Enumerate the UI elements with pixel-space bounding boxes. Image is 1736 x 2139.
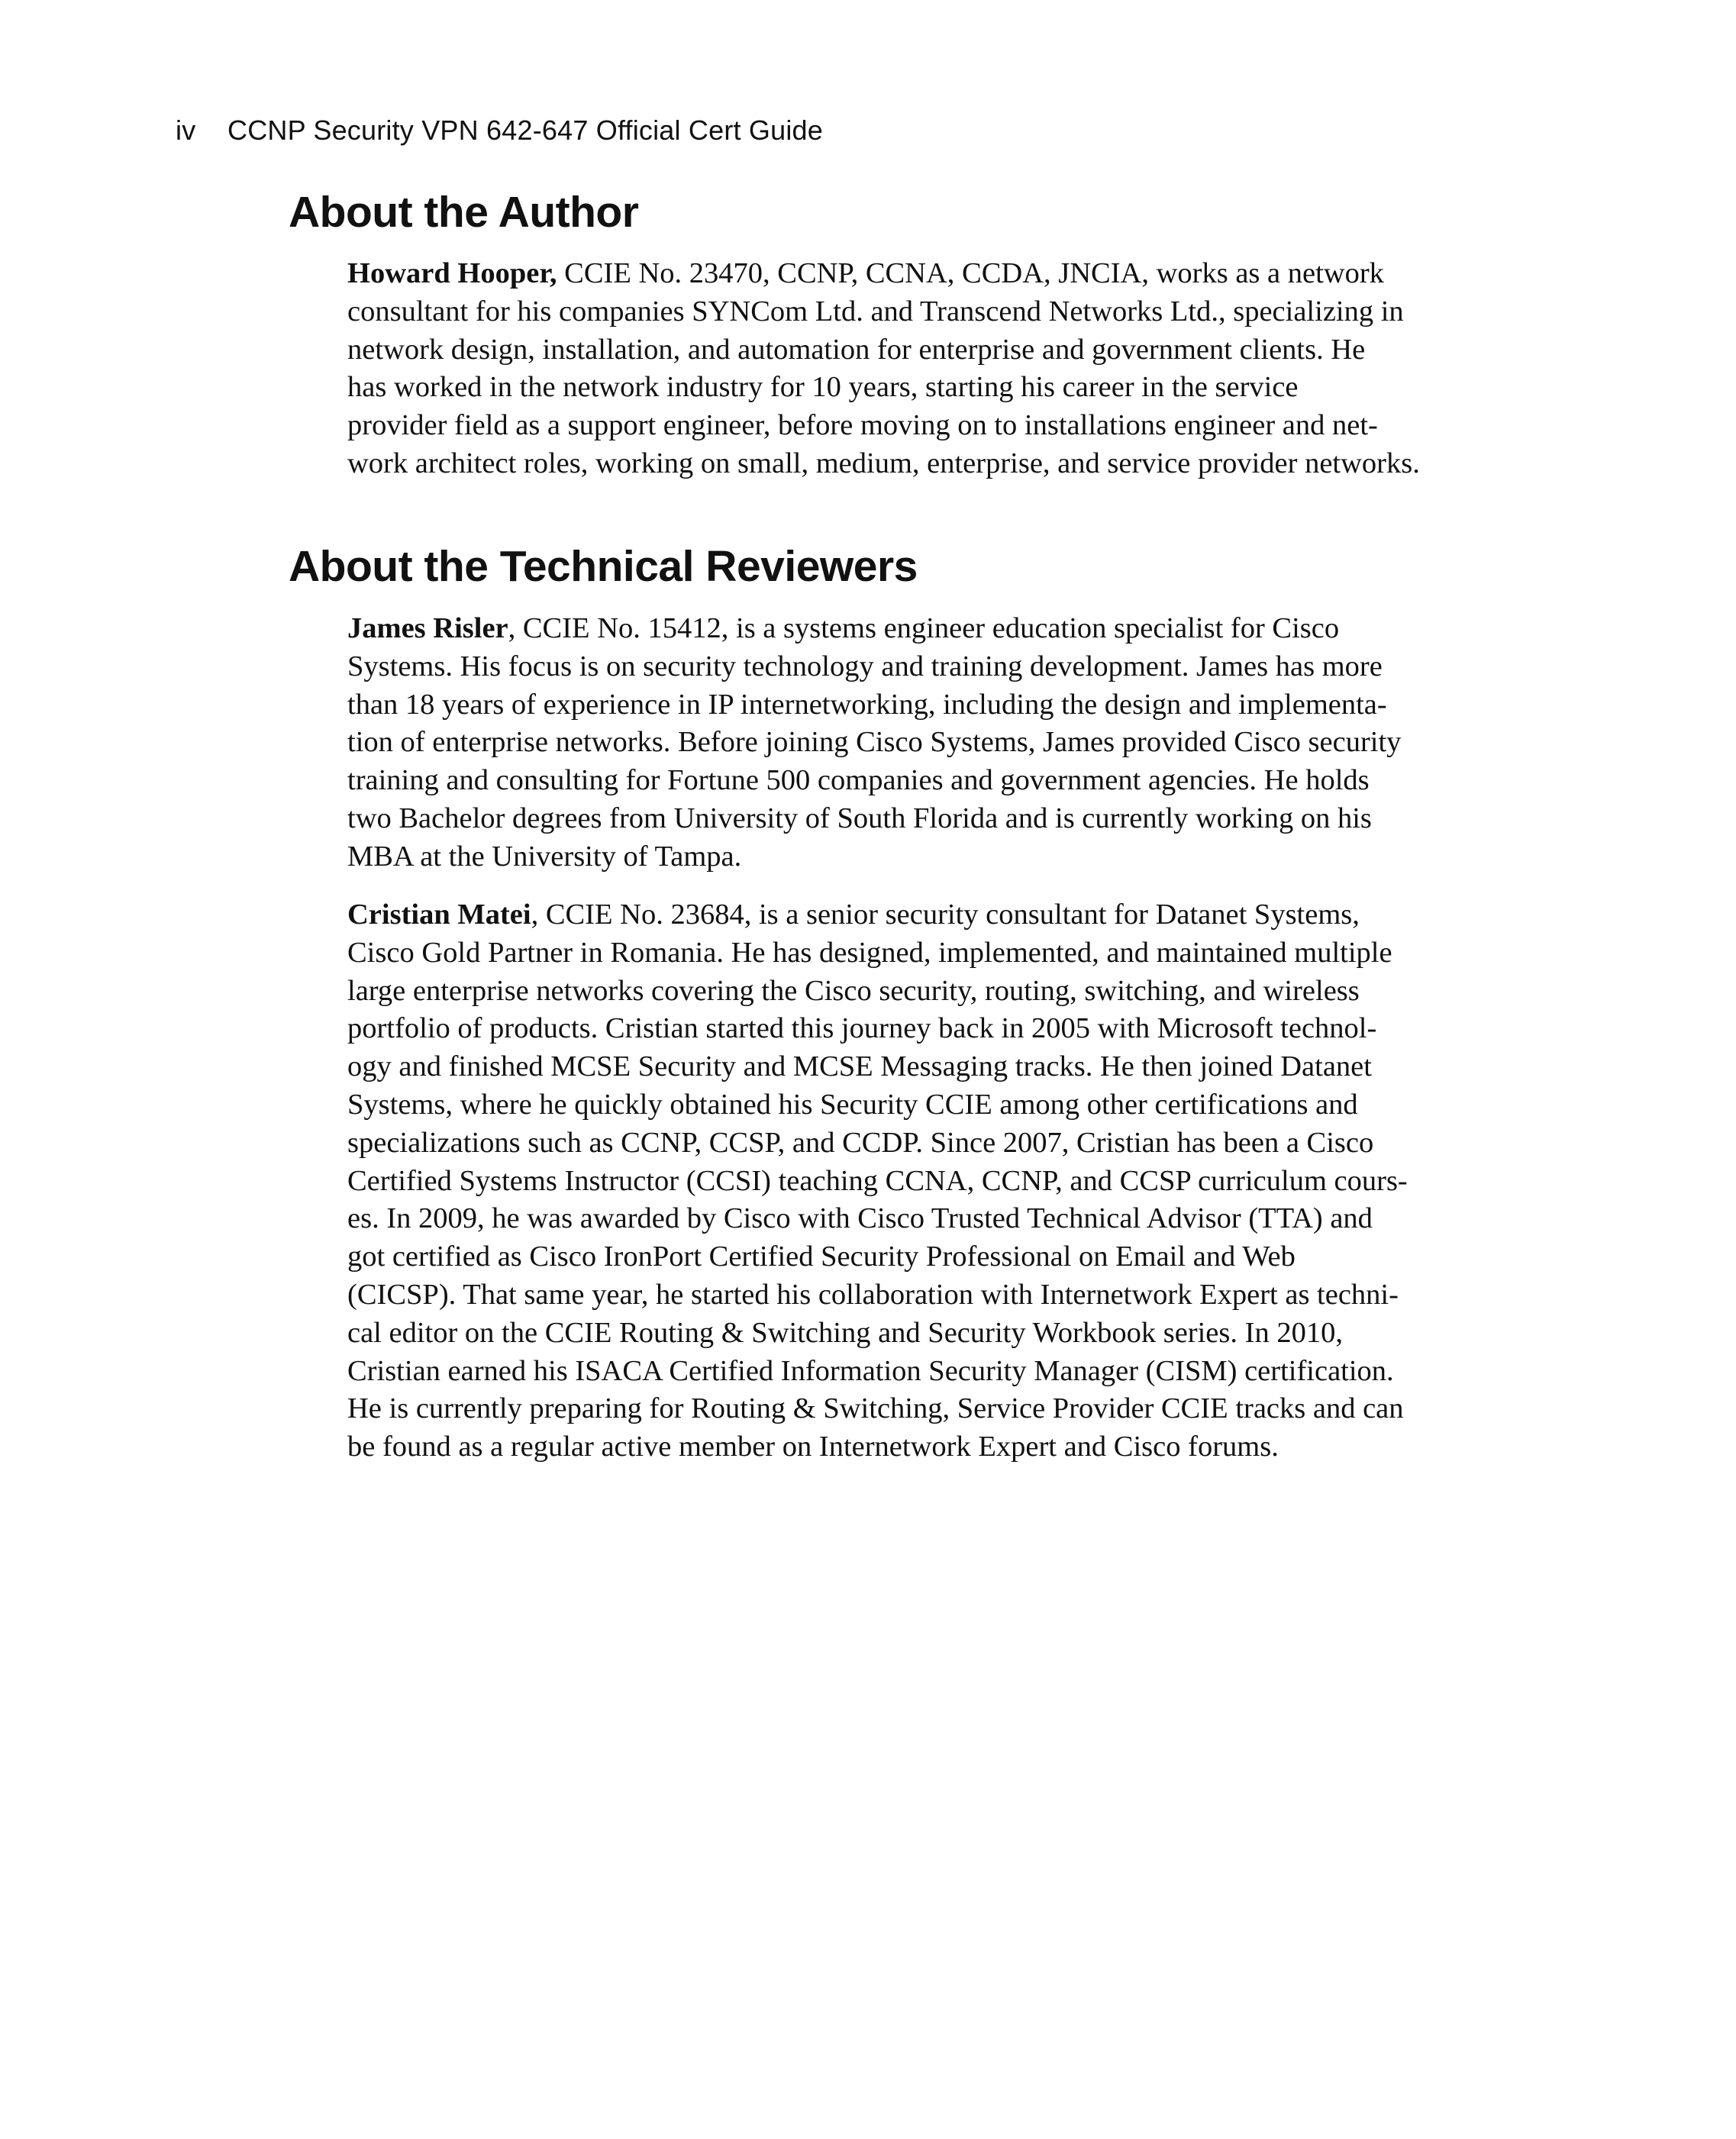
bio-line: MBA at the University of Tampa. <box>347 840 742 873</box>
author-name: Howard Hooper, <box>347 257 557 289</box>
bio-line: be found as a regular active member on Internetwork Expert and Cisco forums. <box>347 1431 1279 1463</box>
bio-line: James Risler, CCIE No. 15412, is a systems engineer education specialist for Cisco <box>347 612 1340 644</box>
bio-line: portfolio of products. Cristian started this journey back in 2005 with Microsoft technol- <box>347 1012 1377 1045</box>
bio-line: He is currently preparing for Routing & Switching, Service Provider CCIE tracks and can <box>347 1392 1404 1425</box>
bio-line: two Bachelor degrees from University of South Florida and is currently working on his <box>347 802 1372 834</box>
bio-line: Cisco Gold Partner in Romania. He has designed, implemented, and maintained multiple <box>347 936 1392 969</box>
reviewer-name: Cristian Matei <box>347 899 531 931</box>
bio-line: training and consulting for Fortune 500 companies and government agencies. He holds <box>347 764 1370 797</box>
reviewer-bio-cristian-matei <box>347 896 1470 1466</box>
bio-line: specializations such as CCNP, CCSP, and CCDP. Since 2007, Cristian has been a Cisco <box>347 1126 1374 1159</box>
bio-line: provider field as a support engineer, before moving on to installations engineer and net- <box>347 409 1378 442</box>
page-number: iv <box>176 115 196 146</box>
bio-line: Cristian Matei, CCIE No. 23684, is a senior security consultant for Datanet Systems, <box>347 899 1360 931</box>
about-author-heading: About the Author <box>289 188 639 237</box>
bio-line: es. In 2009, he was awarded by Cisco with Cisco Trusted Technical Advisor (TTA) and <box>347 1202 1373 1235</box>
bio-line: cal editor on the CCIE Routing & Switching and Security Workbook series. In 2010, <box>347 1316 1343 1349</box>
bio-line: has worked in the network industry for 10 years, starting his career in the service <box>347 371 1299 404</box>
bio-line: large enterprise networks covering the Cisco security, routing, switching, and wireless <box>347 974 1360 1007</box>
bio-line: consultant for his companies SYNCom Ltd. and Transcend Networks Ltd., specializing in <box>347 295 1404 327</box>
book-title: CCNP Security VPN 642-647 Official Cert Guide <box>227 115 823 146</box>
bio-line: work architect roles, working on small, medium, enterprise, and service provider networks. <box>347 447 1420 479</box>
bio-line: Certified Systems Instructor (CCSI) teaching CCNA, CCNP, and CCSP curriculum cours- <box>347 1164 1408 1197</box>
running-head <box>176 115 823 147</box>
bio-line: Howard Hooper, CCIE No. 23470, CCNP, CCNA, CCDA, JNCIA, works as a network <box>347 257 1384 289</box>
author-bio-paragraph <box>347 255 1470 483</box>
bio-line: Cristian earned his ISACA Certified Information Security Manager (CISM) certification. <box>347 1354 1394 1387</box>
bio-line: ogy and finished MCSE Security and MCSE Messaging tracks. He then joined Datanet <box>347 1050 1372 1083</box>
bio-line: than 18 years of experience in IP internetworking, including the design and implementa- <box>347 688 1387 721</box>
bio-line: Systems. His focus is on security technology and training development. James has more <box>347 650 1383 682</box>
bio-line: network design, installation, and automation for enterprise and government clients. He <box>347 333 1366 366</box>
reviewer-name: James Risler <box>347 612 508 644</box>
bio-line: tion of enterprise networks. Before joining Cisco Systems, James provided Cisco security <box>347 726 1402 759</box>
reviewer-bio-james-risler <box>347 610 1470 876</box>
bio-line: Systems, where he quickly obtained his Security CCIE among other certifications and <box>347 1088 1358 1121</box>
bio-line: got certified as Cisco IronPort Certified Security Professional on Email and Web <box>347 1240 1296 1273</box>
technical-reviewers-heading: About the Technical Reviewers <box>289 542 918 591</box>
bio-line: (CICSP). That same year, he started his collaboration with Internetwork Expert as techni- <box>347 1278 1399 1311</box>
